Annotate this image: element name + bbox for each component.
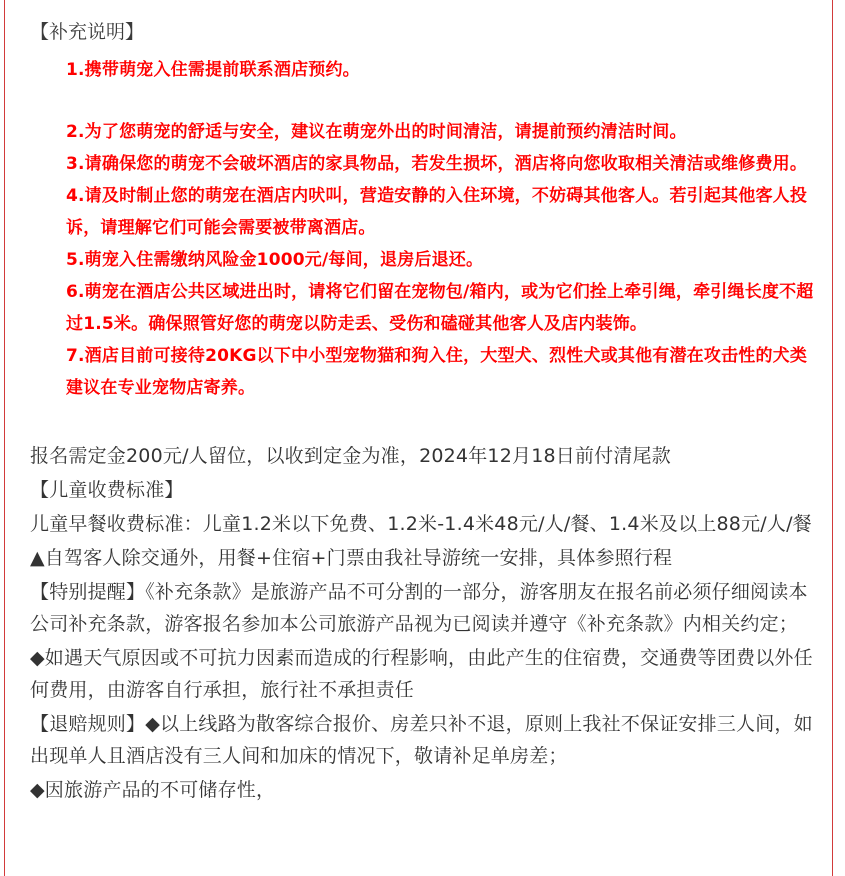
supplement-notes-list (30, 54, 820, 404)
section-spacer (30, 404, 820, 440)
supplement-note-7: 7.酒店目前可接待20KG以下中小型宠物猫和狗入住，大型犬、烈性犬或其他有潜在攻击性的犬类建议在专业宠物店寄养。 (66, 346, 808, 398)
supplement-note-4: 4.请及时制止您的萌宠在酒店内吠叫，营造安静的入住环境，不妨碍其他客人。若引起其他客人投诉，请理解它们可能会需要被带离酒店。 (66, 186, 808, 238)
supplement-note-6: 6.萌宠在酒店公共区域进出时，请将它们留在宠物包/箱内，或为它们拴上牵引绳，牵引绳长度不超过1.5米。确保照管好您的萌宠以防走丢、受伤和磕碰其他客人及店内装饰。 (66, 282, 814, 334)
supplement-note-5: 5.萌宠入住需缴纳风险金1000元/每间，退房后退还。 (66, 250, 484, 270)
supplement-heading: 【补充说明】 (30, 21, 145, 43)
deposit-paragraph: 报名需定金200元/人留位，以收到定金为准，2024年12月18日前付清尾款 (30, 445, 671, 467)
note-spacer (30, 86, 820, 116)
article-body (30, 16, 820, 808)
special-reminder-paragraph: 【特别提醒】《补充条款》是旅游产品不可分割的一部分，游客朋友在报名前必须仔细阅读本公司补充条款，游客报名参加本公司旅游产品视为已阅读并遵守《补充条款》内相关约定； (30, 581, 808, 635)
supplement-note-2: 2.为了您萌宠的舒适与安全，建议在萌宠外出的时间清洁，请提前预约清洁时间。 (66, 122, 687, 142)
non-storable-paragraph: ◆因旅游产品的不可储存性， (30, 779, 276, 801)
refund-rules-paragraph: 【退赔规则】◆以上线路为散客综合报价、房差只补不退，原则上我社不保证安排三人间，如出现单人且酒店没有三人间和加床的情况下，敬请补足单房差； (30, 713, 813, 767)
supplement-note-1: 1.携带萌宠入住需提前联系酒店预约。 (66, 60, 360, 80)
child-breakfast-paragraph: 儿童早餐收费标准：儿童1.2米以下免费、1.2米-1.4米48元/人/餐、1.4米及以上88元/人/餐 (30, 513, 812, 535)
weather-paragraph: ◆如遇天气原因或不可抗力因素而造成的行程影响，由此产生的住宿费，交通费等团费以外任何费用，由游客自行承担，旅行社不承担责任 (30, 647, 813, 701)
child-fee-heading: 【儿童收费标准】 (30, 479, 184, 501)
supplement-note-3: 3.请确保您的萌宠不会破坏酒店的家具物品，若发生损坏，酒店将向您收取相关清洁或维修费用。 (66, 154, 808, 174)
self-drive-paragraph: ▲自驾客人除交通外，用餐+住宿+门票由我社导游统一安排，具体参照行程 (30, 547, 673, 569)
